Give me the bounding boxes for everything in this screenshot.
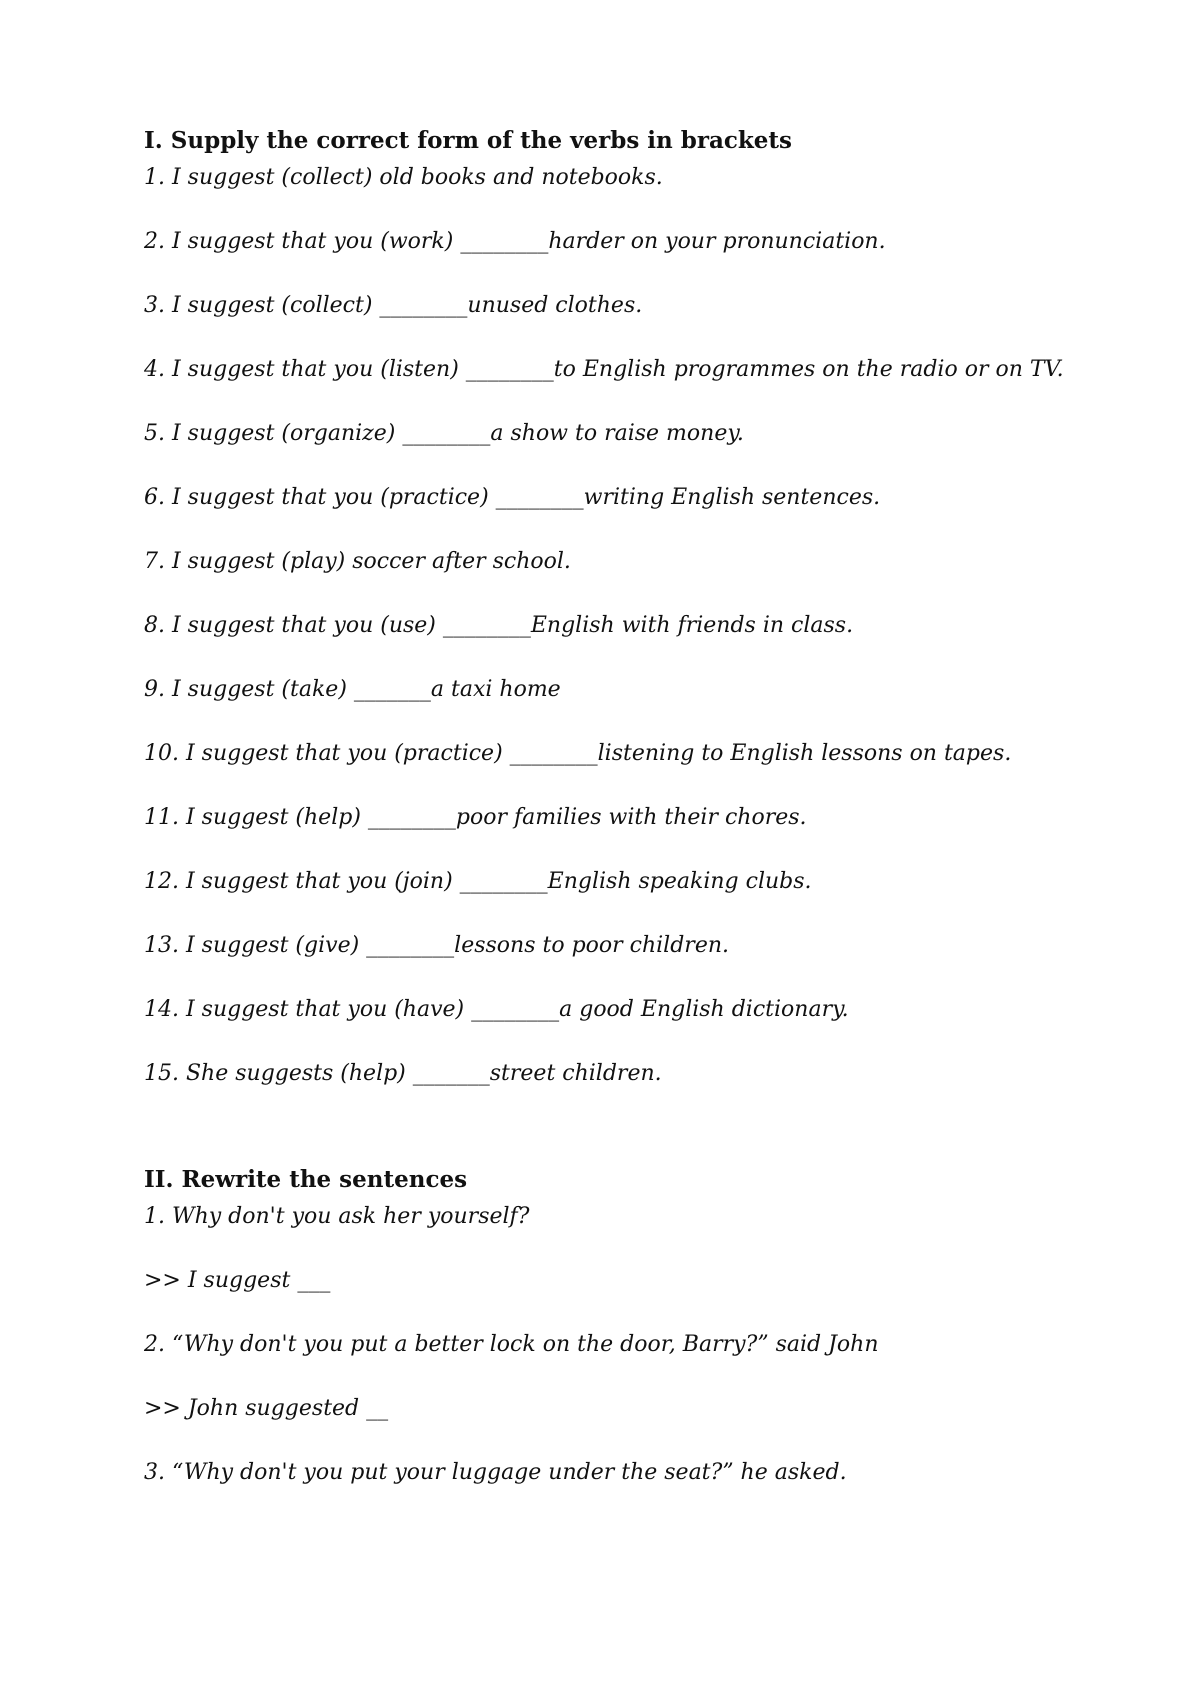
exercise-item-8: 8. I suggest that you (use) ________English with friends in class. bbox=[144, 613, 854, 638]
exercise-item-10: 10. I suggest that you (practice) ________listening to English lessons on tapes. bbox=[144, 741, 1012, 766]
exercise-item-15: 15. She suggests (help) _______street children. bbox=[144, 1061, 662, 1086]
rewrite-item-1: 1. Why don't you ask her yourself? bbox=[144, 1204, 530, 1229]
exercise-item-12: 12. I suggest that you (join) ________English speaking clubs. bbox=[144, 869, 812, 894]
rewrite-answer-2: >> John suggested __ bbox=[144, 1396, 389, 1421]
exercise-item-5: 5. I suggest (organize) ________a show to raise money. bbox=[144, 421, 744, 446]
exercise-item-11: 11. I suggest (help) ________poor families with their chores. bbox=[144, 805, 807, 830]
rewrite-answer-1: >> I suggest ___ bbox=[144, 1268, 331, 1293]
exercise-item-7: 7. I suggest (play) soccer after school. bbox=[144, 549, 571, 574]
exercise-item-1: 1. I suggest (collect) old books and notebooks. bbox=[144, 165, 663, 190]
section-1-list bbox=[144, 163, 1124, 1089]
section-1-title: I. Supply the correct form of the verbs in brackets bbox=[144, 127, 793, 154]
worksheet-content bbox=[144, 126, 1124, 1488]
exercise-item-9: 9. I suggest (take) _______a taxi home bbox=[144, 677, 561, 702]
exercise-item-6: 6. I suggest that you (practice) ________writing English sentences. bbox=[144, 485, 881, 510]
rewrite-item-2: 2. “Why don't you put a better lock on the door, Barry?” said John bbox=[144, 1332, 879, 1357]
section-2-list bbox=[144, 1202, 1124, 1488]
exercise-item-3: 3. I suggest (collect) ________unused clothes. bbox=[144, 293, 643, 318]
section-2-title: II. Rewrite the sentences bbox=[144, 1166, 468, 1193]
exercise-item-2: 2. I suggest that you (work) ________harder on your pronunciation. bbox=[144, 229, 886, 254]
section-rewrite-sentences bbox=[144, 1165, 1124, 1488]
rewrite-item-3: 3. “Why don't you put your luggage under the seat?” he asked. bbox=[144, 1460, 847, 1485]
exercise-item-13: 13. I suggest (give) ________lessons to poor children. bbox=[144, 933, 729, 958]
section-supply-verbs bbox=[144, 126, 1124, 1089]
exercise-item-14: 14. I suggest that you (have) ________a good English dictionary. bbox=[144, 997, 849, 1022]
exercise-item-4: 4. I suggest that you (listen) ________to English programmes on the radio or on TV. bbox=[144, 357, 1064, 382]
